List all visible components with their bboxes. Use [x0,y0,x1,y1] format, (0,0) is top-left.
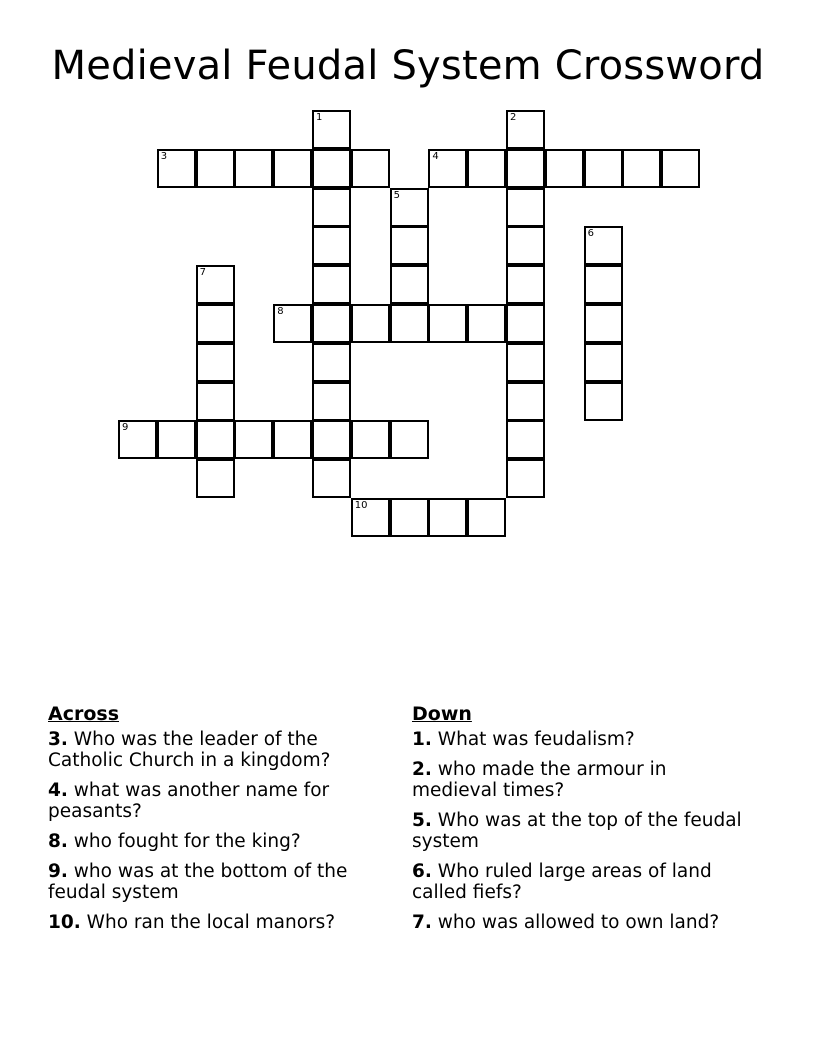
crossword-cell[interactable] [506,226,545,265]
crossword-cell[interactable] [196,343,235,382]
clue-text: Who ruled large areas of land called fiefs? [412,861,712,903]
crossword-cell[interactable] [584,149,623,188]
crossword-cell[interactable] [390,265,429,304]
crossword-cell[interactable] [234,420,273,459]
crossword-cell[interactable] [196,304,235,343]
clue-text: who was at the bottom of the feudal system [48,861,348,903]
clue-number: 4. [48,780,68,801]
crossword-cell[interactable] [196,382,235,421]
clue-text: who fought for the king? [73,831,301,852]
clue-across-8 [48,831,383,852]
crossword-cell[interactable] [312,226,351,265]
crossword-cell[interactable] [196,265,235,304]
across-clues [48,703,383,942]
clue-down-2 [412,759,752,801]
crossword-cell[interactable] [312,265,351,304]
crossword-cell[interactable] [428,149,467,188]
clue-across-9 [48,861,383,903]
crossword-cell[interactable] [312,188,351,227]
crossword-cell[interactable] [428,498,467,537]
crossword-cell[interactable] [390,188,429,227]
page-title: Medieval Feudal System Crossword [51,43,765,89]
crossword-cell[interactable] [661,149,700,188]
crossword-cell[interactable] [390,420,429,459]
crossword-cell[interactable] [196,149,235,188]
clue-number-label: 4 [432,150,439,162]
clue-text: what was another name for peasants? [48,780,330,822]
crossword-cell[interactable] [312,382,351,421]
crossword-cell[interactable] [312,343,351,382]
crossword-cell[interactable] [196,459,235,498]
clue-number-label: 1 [316,112,323,123]
clue-text: Who was the leader of the Catholic Church in a kingdom? [48,729,331,771]
clue-number: 8. [48,831,68,852]
crossword-cell[interactable] [467,304,506,343]
crossword-cell[interactable] [506,420,545,459]
crossword-cell[interactable] [273,420,312,459]
clue-number-label: 10 [354,500,368,511]
clue-text: who made the armour in medieval times? [412,759,667,801]
clue-number-label: 6 [587,228,594,240]
crossword-cell[interactable] [584,343,623,382]
crossword-cell[interactable] [351,304,390,343]
clue-number-label: 5 [393,189,400,201]
crossword-cell[interactable] [118,420,157,459]
clue-number-label: 3 [160,150,168,162]
crossword-cell[interactable] [467,498,506,537]
clue-number: 7. [412,912,432,933]
clue-number: 9. [48,861,68,882]
clue-number-label: 2 [510,112,517,123]
clue-down-7 [412,912,752,933]
crossword-cell[interactable] [545,149,584,188]
crossword-cell[interactable] [584,265,623,304]
clue-across-10 [48,912,383,933]
crossword-cell[interactable] [390,304,429,343]
crossword-cell[interactable] [196,420,235,459]
crossword-cell[interactable] [467,149,506,188]
crossword-cell[interactable] [273,149,312,188]
crossword-cell[interactable] [312,149,351,188]
crossword-cell[interactable] [584,304,623,343]
crossword-cell[interactable] [351,498,390,537]
crossword-cell[interactable] [506,304,545,343]
crossword-cell[interactable] [157,149,196,188]
clue-text: Who was at the top of the feudal system [412,810,742,852]
crossword-cell[interactable] [506,188,545,227]
clue-across-4 [48,780,383,822]
clue-number: 3. [48,729,68,750]
crossword-cell[interactable] [506,382,545,421]
crossword-cell[interactable] [157,420,196,459]
clue-number: 10. [48,912,81,933]
crossword-cell[interactable] [351,420,390,459]
crossword-cell[interactable] [584,226,623,265]
crossword-cell[interactable] [234,149,273,188]
clue-text: who was allowed to own land? [437,912,720,933]
clue-down-6 [412,861,752,903]
crossword-cell[interactable] [312,110,351,149]
crossword-cell[interactable] [622,149,661,188]
down-heading: Down [412,703,472,725]
crossword-cell[interactable] [273,304,312,343]
clue-number: 5. [412,810,432,831]
clue-down-5 [412,810,752,852]
crossword-cell[interactable] [506,459,545,498]
crossword-cell[interactable] [390,226,429,265]
crossword-cell[interactable] [506,343,545,382]
crossword-cell[interactable] [312,420,351,459]
clue-text: What was feudalism? [437,729,635,750]
clue-number: 1. [412,729,432,750]
crossword-cell[interactable] [312,459,351,498]
clue-text: Who ran the local manors? [86,912,336,933]
clue-number-label: 7 [199,267,206,279]
clue-down-1 [412,729,752,750]
clue-across-3 [48,729,383,771]
across-heading: Across [48,703,120,725]
down-clues [412,703,752,942]
clue-number-label: 8 [277,306,284,317]
crossword-cell[interactable] [428,304,467,343]
crossword-cell[interactable] [584,382,623,421]
clue-number-label: 9 [122,422,129,434]
crossword-cell[interactable] [506,265,545,304]
clue-number: 6. [412,861,432,882]
crossword-cell[interactable] [351,149,390,188]
clue-number: 2. [412,759,432,780]
crossword-cell[interactable] [506,110,545,149]
crossword-cell[interactable] [390,498,429,537]
crossword-cell[interactable] [312,304,351,343]
crossword-cell[interactable] [506,149,545,188]
